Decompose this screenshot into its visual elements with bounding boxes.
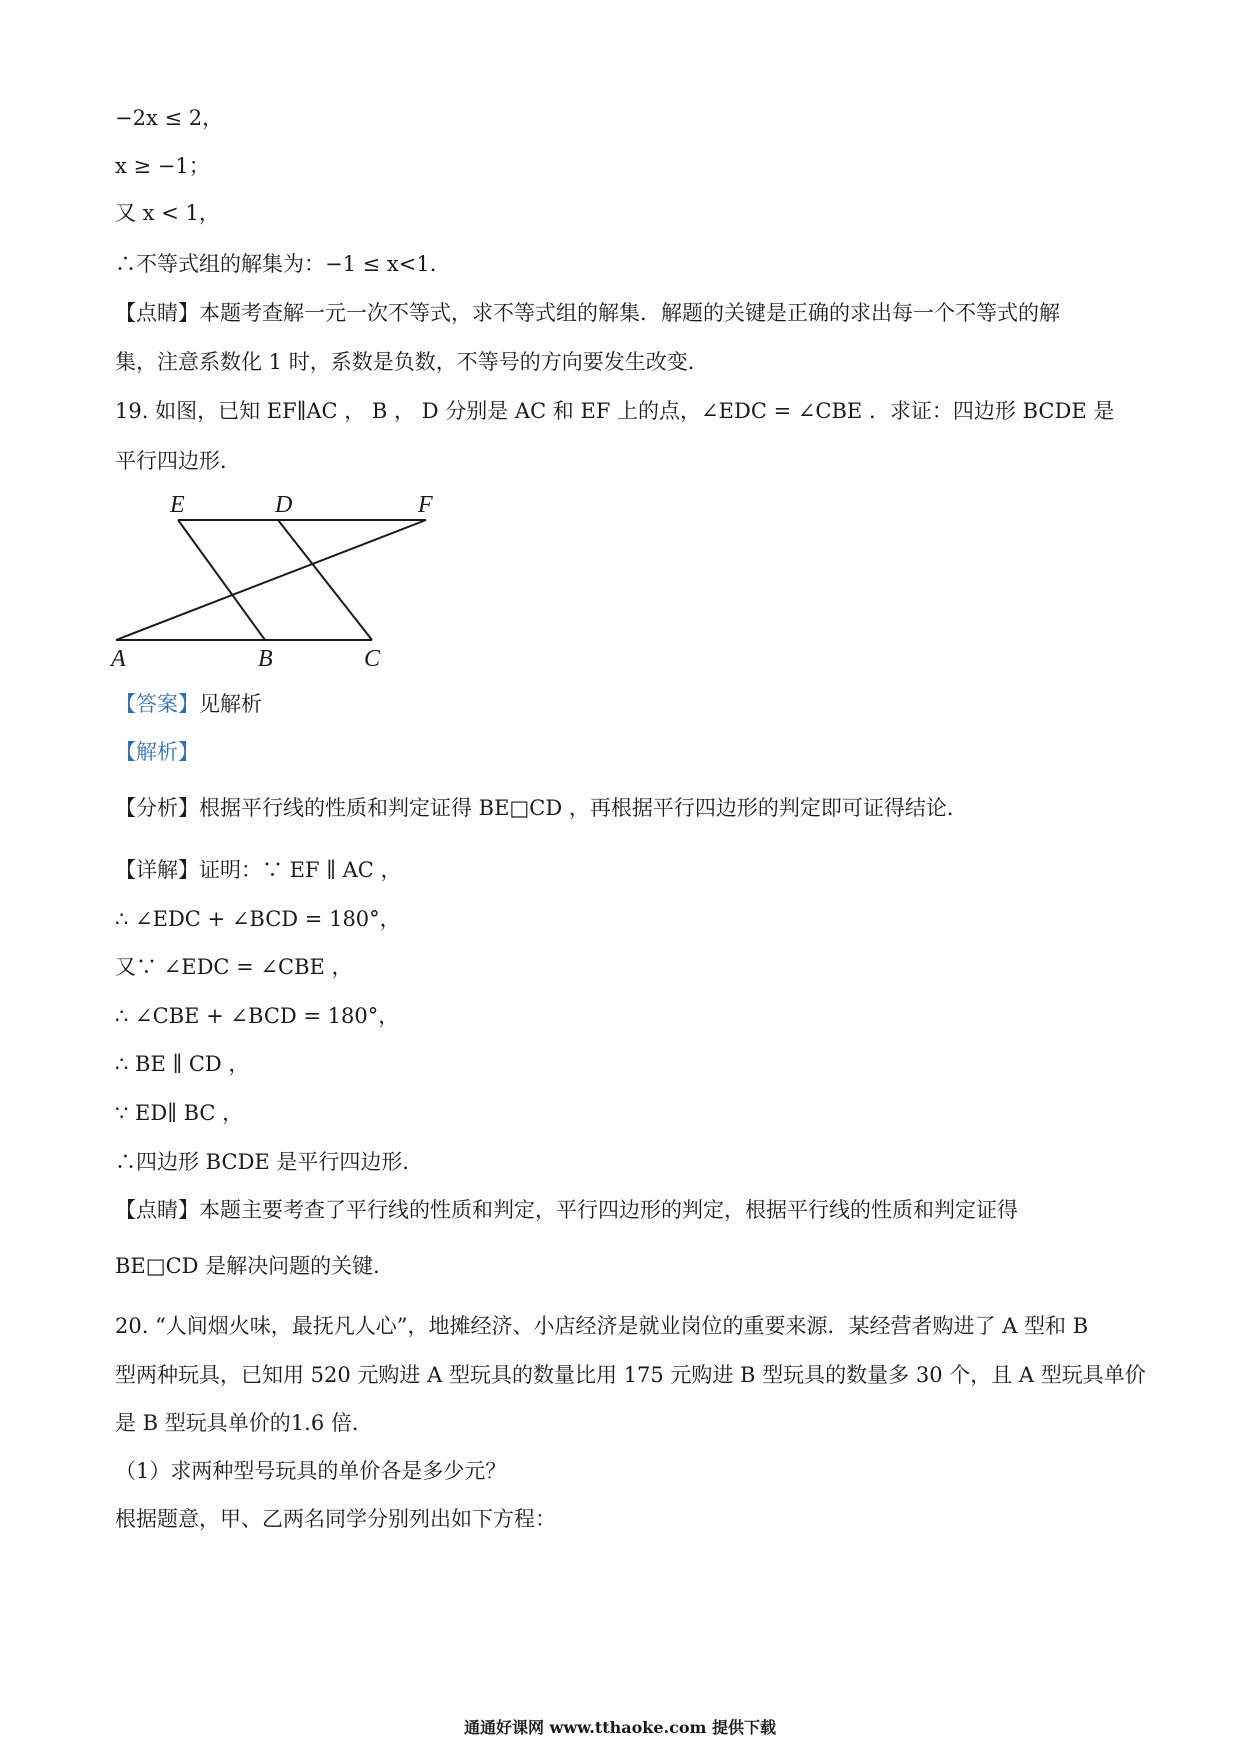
step-1: ∴ ∠EDC + ∠BCD = 180°， <box>115 907 401 931</box>
parallelogram-figure <box>110 488 450 668</box>
question-20-line-2: 型两种玩具，已知用 520 元购进 A 型玩具的数量比用 175 元购进 B 型玩具的数量多 30 个，且 A 型玩具单价 <box>115 1363 1146 1387</box>
step-3: ∴ ∠CBE + ∠BCD = 180°， <box>115 1004 400 1028</box>
point-note-tag: 【点睛】 <box>115 301 199 325</box>
segment-AF <box>116 520 426 640</box>
answer-text: 见解析 <box>199 692 262 716</box>
line-1: −2x ≤ 2， <box>115 106 224 130</box>
point-note-2-line-2: BE□CD 是解决问题的关键． <box>115 1254 395 1278</box>
point-note-2-line-1 <box>115 1196 1018 1224</box>
detail-tag: 【详解】 <box>115 858 199 882</box>
point-note-2: 集，注意系数化 1 时，系数是负数，不等号的方向要发生改变． <box>115 350 709 374</box>
label-C: C <box>364 646 381 668</box>
analysis-line <box>115 794 968 822</box>
question-19-line-2: 平行四边形． <box>115 449 241 473</box>
label-D: D <box>275 492 293 518</box>
step-5: ∵ ED∥ BC ， <box>115 1101 244 1125</box>
question-20-line-1: 20. “人间烟火味，最抚凡人心”，地摊经济、小店经济是就业岗位的重要来源．某经营者购进了 A 型和 B <box>115 1314 1089 1338</box>
segment-DC <box>278 520 372 640</box>
analysis-text: 根据平行线的性质和判定证得 BE□CD ，再根据平行四边形的判定即可证得结论． <box>199 796 968 820</box>
analysis-tag: 【分析】 <box>115 796 199 820</box>
label-F: F <box>418 492 433 518</box>
line-4: ∴不等式组的解集为：−1 ≤ x<1． <box>115 252 451 276</box>
question-19-line-1: 19. 如图，已知 EF∥AC ， B ， D 分别是 AC 和 EF 上的点，∠EDC = ∠CBE ．求证：四边形 BCDE 是 <box>115 399 1115 423</box>
point-note-2-tag: 【点睛】 <box>115 1198 199 1222</box>
question-20-part-1: （1）求两种型号玩具的单价各是多少元？ <box>115 1459 507 1483</box>
label-E: E <box>170 492 185 518</box>
point-note-text: 本题考查解一元一次不等式，求不等式组的解集．解题的关键是正确的求出每一个不等式的解 <box>199 301 1060 325</box>
answer-line <box>115 690 262 718</box>
step-2: 又∵ ∠EDC = ∠CBE ， <box>115 955 353 979</box>
detail-text: 证明：∵ EF ∥ AC ， <box>199 858 402 882</box>
label-B: B <box>258 646 273 668</box>
point-note-1 <box>115 299 1060 327</box>
step-6: ∴四边形 BCDE 是平行四边形． <box>115 1150 424 1174</box>
label-A: A <box>111 646 126 668</box>
detail-line <box>115 856 402 884</box>
point-note-2-text: 本题主要考查了平行线的性质和判定，平行四边形的判定，根据平行线的性质和判定证得 <box>199 1198 1018 1222</box>
segment-EB <box>178 520 265 640</box>
line-3: 又 x < 1， <box>115 201 220 225</box>
step-4: ∴ BE ∥ CD ， <box>115 1052 250 1076</box>
page-footer: 通通好课网 www.tthaoke.com 提供下载 <box>463 1718 777 1737</box>
analysis-heading: 【解析】 <box>115 740 199 764</box>
question-20-line-3: 是 B 型玩具单价的1.6 倍． <box>115 1411 373 1435</box>
line-2: x ≥ −1； <box>115 154 210 178</box>
question-20-line-5: 根据题意，甲、乙两名同学分别列出如下方程： <box>115 1507 556 1531</box>
answer-tag: 【答案】 <box>115 692 199 716</box>
